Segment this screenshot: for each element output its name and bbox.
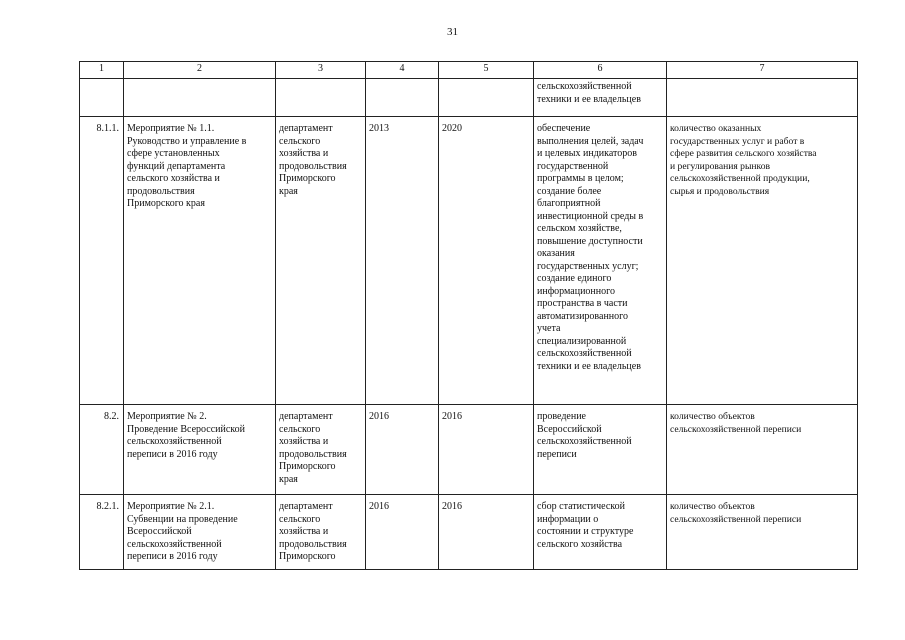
expected-result-cell: обеспечение выполнения целей, задач и целевых индикаторов государственной программы в целом; создание более благоприятной инвестиционной среды в сельском хозяйстве, повышение доступности оказания государственных услуг; создание единого информационного пространства в части автоматизированного учета специализированной сельскохозяйственной техники и ее владельцев [534, 117, 667, 405]
executor-cell [276, 79, 366, 117]
start-year-cell: 2016 [366, 495, 439, 570]
table-row [80, 405, 858, 495]
end-year-cell: 2020 [439, 117, 534, 405]
indicator-cell: количество объектов сельскохозяйственной переписи [667, 405, 858, 495]
header-cell: 6 [534, 62, 667, 79]
measure-name-cell: Мероприятие № 2.1. Субвенции на проведение Всероссийской сельскохозяйственной переписи в 2016 году [124, 495, 276, 570]
end-year-cell: 2016 [439, 405, 534, 495]
row-number-cell: 8.2.1. [80, 495, 124, 570]
start-year-cell: 2013 [366, 117, 439, 405]
measure-name-cell [124, 79, 276, 117]
expected-result-cell: сбор статистической информации о состоянии и структуре сельского хозяйства [534, 495, 667, 570]
header-cell: 1 [80, 62, 124, 79]
executor-cell: департамент сельского хозяйства и продовольствия Приморского края [276, 405, 366, 495]
table-row [80, 495, 858, 570]
row-number-cell: 8.2. [80, 405, 124, 495]
indicator-cell [667, 79, 858, 117]
executor-cell: департамент сельского хозяйства и продовольствия Приморского края [276, 117, 366, 405]
measure-name-cell: Мероприятие № 2. Проведение Всероссийской сельскохозяйственной переписи в 2016 году [124, 405, 276, 495]
indicator-cell: количество оказанных государственных услуг и работ в сфере развития сельского хозяйства и регулирования рынков сельскохозяйственной продукции, сырья и продовольствия [667, 117, 858, 405]
page-number: 31 [447, 26, 458, 38]
measure-name-cell: Мероприятие № 1.1. Руководство и управление в сфере установленных функций департамента сельского хозяйства и продовольствия Приморского края [124, 117, 276, 405]
start-year-cell [366, 79, 439, 117]
indicator-cell: количество объектов сельскохозяйственной переписи [667, 495, 858, 570]
header-cell: 3 [276, 62, 366, 79]
header-cell: 5 [439, 62, 534, 79]
end-year-cell: 2016 [439, 495, 534, 570]
row-number-cell: 8.1.1. [80, 117, 124, 405]
row-number-cell [80, 79, 124, 117]
start-year-cell: 2016 [366, 405, 439, 495]
executor-cell: департамент сельского хозяйства и продовольствия Приморского [276, 495, 366, 570]
table-header-row [80, 62, 858, 79]
table-row [80, 79, 858, 117]
table-row [80, 117, 858, 405]
header-cell: 7 [667, 62, 858, 79]
end-year-cell [439, 79, 534, 117]
header-cell: 4 [366, 62, 439, 79]
header-cell: 2 [124, 62, 276, 79]
expected-result-cell: сельскохозяйственной техники и ее владельцев [534, 79, 667, 117]
program-measures-table [79, 61, 858, 570]
expected-result-cell: проведение Всероссийской сельскохозяйственной переписи [534, 405, 667, 495]
